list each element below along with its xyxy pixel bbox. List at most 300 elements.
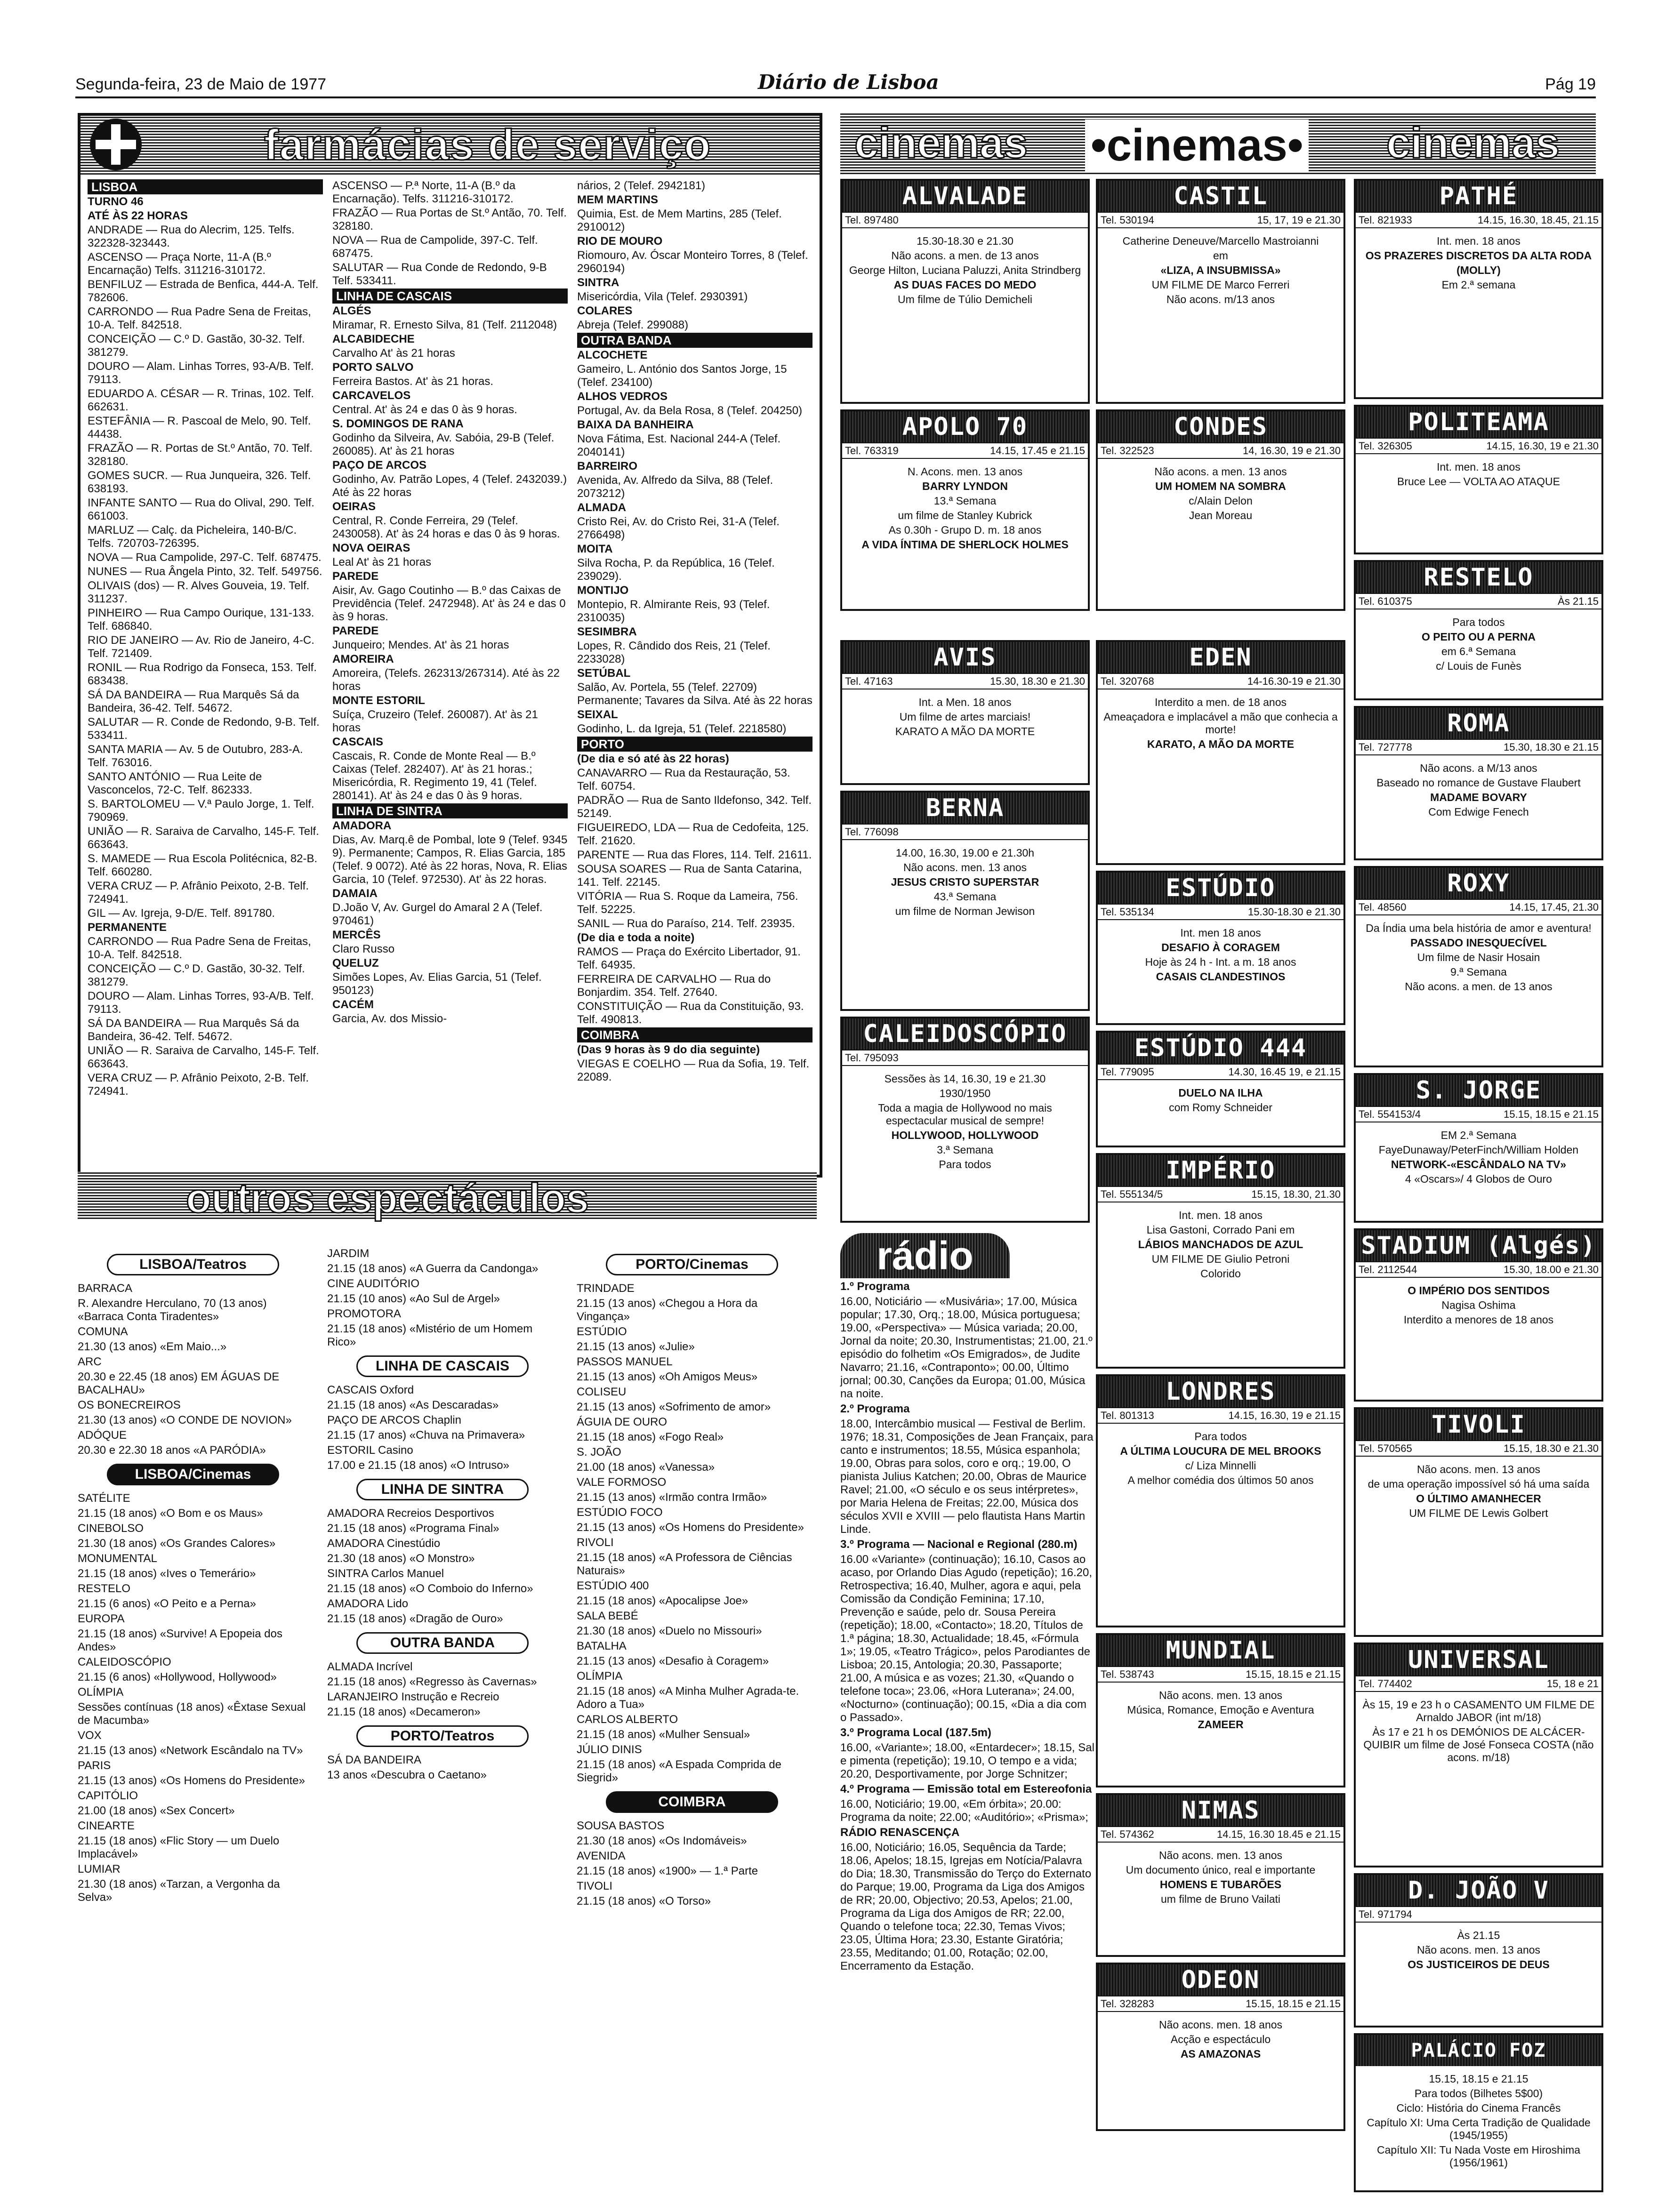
palacio-foz-box	[1354, 2033, 1603, 2192]
cinema-line: «LIZA, A INSUBMISSA»	[1160, 264, 1281, 276]
cinema-line: Jean Moreau	[1189, 509, 1253, 521]
listing-entry: 21.15 (18 anos) «Fogo Real»	[577, 1431, 724, 1443]
listing-entry: CONCEIÇÃO — C.º D. Gastão, 30-32. Telf. 381279.	[88, 333, 305, 359]
cinema-phone-times	[842, 212, 1088, 228]
entry-heading: RIVOLI	[577, 1536, 614, 1549]
listing-entry: 21.15 (18 anos) «A Professora de Ciências Naturais»	[577, 1551, 792, 1577]
cinema-line: Música, Romance, Emoção e Aventura	[1127, 1704, 1314, 1716]
listing-entry: NOVA — Rua de Campolide, 397-C. Telf. 687475.	[332, 234, 538, 260]
cinema-line: Não acons. men. 18 anos	[1158, 2019, 1283, 2031]
pharmacies-column-3	[577, 179, 812, 1085]
cinema-line: George Hilton, Luciana Paluzzi, Anita Strindberg	[849, 264, 1081, 276]
cinema-line: (MOLLY)	[1456, 264, 1501, 276]
listing-entry: 21.15 (17 anos) «Chuva na Primavera»	[327, 1429, 525, 1442]
region-heading: LINHA DE CASCAIS	[332, 289, 568, 304]
listing-entry: FRAZÃO — Rua Portas de St.º Antão, 70. Telf. 328180.	[332, 207, 567, 232]
listing-entry: 21.15 (18 anos) «O Bom e os Maus»	[78, 1507, 263, 1520]
cinema-phone: Tel. 538743	[1101, 1668, 1154, 1680]
cinema-line: Um filme de Túlio Demicheli	[898, 293, 1032, 305]
cinema-phone: Tel. 897480	[845, 214, 899, 226]
cinema-phone-times	[1356, 1440, 1601, 1457]
cinema-line: Int. men. 18 anos	[1179, 1209, 1263, 1221]
cinema-box	[1096, 179, 1345, 404]
cinema-line: Int. men. 18 anos	[1437, 235, 1520, 247]
entry-heading: AMADORA Lido	[327, 1597, 409, 1610]
cinema-phone-times	[1356, 1106, 1601, 1122]
listing-entry: 21.30 (18 anos) «Os Grandes Calores»	[78, 1537, 276, 1550]
entry-heading: VOX	[78, 1729, 102, 1742]
cinema-line: Não acons. a M/13 anos	[1420, 762, 1537, 774]
entry-heading: ESTORIL Casino	[327, 1444, 413, 1457]
cinema-line: Bruce Lee — VOLTA AO ATAQUE	[1397, 475, 1560, 488]
cinema-line: A VIDA ÍNTIMA DE SHERLOCK HOLMES	[861, 538, 1069, 551]
radio-programme-heading: 3.º Programa Local (187.5m)	[840, 1726, 991, 1739]
listing-entry: SALUTAR — R. Conde de Redondo, 9-B. Telf. 533411.	[88, 716, 320, 742]
section-label: PORTO/Cinemas	[606, 1254, 778, 1275]
pharmacies-column-1	[88, 179, 323, 1099]
listing-entry: 21.15 (18 anos) «Survive! A Epopeia dos Andes»	[78, 1627, 282, 1653]
listing-entry: GOMES SUCR. — Rua Junqueira, 326. Telf. 638193.	[88, 469, 311, 495]
region-heading: LISBOA	[88, 179, 323, 194]
listing-entry: Nova Fátima, Est. Nacional 244-A (Telef. 2040141)	[577, 433, 781, 458]
listing-entry: 21.15 (18 anos) «Mulher Sensual»	[577, 1728, 750, 1741]
entry-heading: SINTRA Carlos Manuel	[327, 1567, 444, 1580]
cinema-name: AVIS	[842, 642, 1088, 673]
cinema-phone-times	[1356, 899, 1601, 915]
cinema-box	[840, 791, 1090, 1011]
cinema-name: RESTELO	[1356, 562, 1601, 593]
listing-entry: Quimia, Est. de Mem Martins, 285 (Telef. 2910012)	[577, 208, 782, 233]
cinema-line: OS JUSTICEIROS DE DEUS	[1408, 1958, 1550, 1971]
listing-entry: 21.15 (13 anos) «Os Homens do Presidente»	[78, 1774, 305, 1787]
radio-programme-text: 16.00, Noticiário; 16.05, Sequência da Tarde; 18.06, Apelos; 18.15, Igrejas em Notícia/Palavra do Dia; 18.30, Transmissão do Terço do Externato do Parque; 19.00, Programa da Liga dos Amigos de RR; 20.00, Objectivo; 20.53, Apelos; 21.00, Programa da Liga dos Amigos de RR; 22.00, Quando o telefone toca; 22.30, Temas Vivos; 23.05, Última Hora; 23.30, Estante Giratória; 23.55, Meditando; 01.00, Rotação; 02.00, Encerramento da Estação.	[840, 1841, 1092, 1972]
listing-entry: DOURO — Alam. Linhas Torres, 93-A/B. Telf. 79113.	[88, 990, 314, 1016]
listing-entry: Simões Lopes, Av. Elias Garcia, 51 (Telef. 950123)	[332, 971, 542, 997]
listing-entry: 21.15 (18 anos) «Flic Story — um Duelo Implacável»	[78, 1835, 280, 1860]
listing-entry: nários, 2 (Telef. 2942181)	[577, 179, 706, 192]
entry-heading: SEIXAL	[577, 708, 618, 721]
cinema-box	[1354, 1407, 1603, 1637]
cinemas-banner	[840, 113, 1596, 174]
pharmacies-banner	[80, 116, 820, 175]
listing-entry: RIO DE JANEIRO — Av. Rio de Janeiro, 4-C. Telf. 721409.	[88, 634, 314, 660]
listing-entry: SÁ DA BANDEIRA — Rua Marquês Sá da Bandeira, 36-42. Telf. 54672.	[88, 689, 299, 714]
cinema-line: Catherine Deneuve/Marcello Mastroianni	[1122, 235, 1319, 247]
listing-entry: Cascais, R. Conde de Monte Real — B.º Caixas (Telef. 282407). At' às 21 horas.; Misericórdia, R. Regimento 19, 41 (Telef. 280141). At' às 24 e das 0 às 9 horas.	[332, 750, 537, 802]
listing-entry: 21.15 (18 anos) «O Comboio do Inferno»	[327, 1582, 533, 1595]
cinema-name: EDEN	[1098, 642, 1343, 673]
entry-heading: ATÉ ÀS 22 HORAS	[88, 209, 188, 222]
entry-heading: AVENIDA	[577, 1850, 626, 1862]
cinema-line: Para todos (Bilhetes 5$00)	[1414, 2087, 1543, 2100]
radio-title: rádio	[840, 1233, 1010, 1278]
cinema-phone-times	[1098, 1666, 1343, 1683]
cinema-phone: Tel. 774402	[1359, 1678, 1412, 1690]
cinema-line: HOLLYWOOD, HOLLYWOOD	[891, 1129, 1039, 1141]
listing-entry: Lopes, R. Cândido dos Reis, 21 (Telef. 2233028)	[577, 640, 771, 665]
cinema-times: Às 21.15	[1558, 595, 1599, 607]
cinema-box	[840, 1017, 1090, 1223]
entry-heading: SÁ DA BANDEIRA	[327, 1754, 422, 1766]
cinema-line: As 0.30h - Grupo D. m. 18 anos	[888, 524, 1042, 536]
entry-heading: OEIRAS	[332, 500, 376, 513]
listing-entry: 20.30 e 22.45 (18 anos) EM ÁGUAS DE BACALHAU»	[78, 1370, 280, 1396]
cinema-line: AS AMAZONAS	[1180, 2048, 1261, 2060]
listing-entry: 21.15 (18 anos) «1900» — 1.ª Parte	[577, 1865, 758, 1877]
cinema-name: CASTIL	[1098, 181, 1343, 212]
cinema-times: 15, 17, 19 e 21.30	[1257, 214, 1341, 226]
entry-heading: PROMOTORA	[327, 1307, 401, 1320]
cinema-phone-times	[1356, 1906, 1601, 1923]
listing-entry: Portugal, Av. da Bela Rosa, 8 (Telef. 204250)	[577, 404, 803, 417]
cinema-line: 43.ª Semana	[933, 890, 997, 903]
listing-entry: Cristo Rei, Av. do Cristo Rei, 31-A (Telef. 2766498)	[577, 515, 780, 541]
entry-heading: EUROPA	[78, 1612, 125, 1625]
listing-entry: 17.00 e 21.15 (18 anos) «O Intruso»	[327, 1459, 509, 1472]
entry-heading: RESTELO	[78, 1582, 131, 1595]
cinema-times: 15.15, 18.15 e 21.15	[1246, 1998, 1341, 2010]
entry-heading: ALCOCHETE	[577, 349, 648, 361]
listing-entry: VERA CRUZ — P. Afrânio Peixoto, 2-B. Telf. 724941.	[88, 1072, 309, 1098]
listing-entry: Carvalho At' às 21 horas	[332, 347, 455, 360]
cinema-times: 15.15, 18.30, 21.30	[1251, 1188, 1341, 1200]
radio-programme-text: 16.00, Noticiário; 19.00, «Em órbita»; 20.00: Programa da noite; 22.00; «Auditório»; «Prisma»;	[840, 1798, 1088, 1824]
cinema-line: N. Acons. men. 13 anos	[907, 465, 1023, 478]
entry-heading: AMADORA	[332, 819, 392, 832]
other-shows-banner	[78, 1172, 817, 1219]
radio-programme-text: 16.00 «Variante» (continuação); 16.10, Casos ao acaso, por Orlando Dias Agudo (repetição); 16.20, Retrospectiva; 16.40, Mulher, agora e aqui, pela Comissão da Condição Feminina; 17.10, Prevenção e saúde, pelo dr. Sousa Pereira (repetição); 18.00, «Contacto»; 18.20, Títulos de 1.ª página; 18.30, Actualidade; 18.45, «Fórmula 1»; 19.05, «Teatro Trágico», pelos Parodiantes de Lisboa; 20.15, Antologia; 20.30, Passaporte; 21.00, A música e as vozes; 21.30, «Quando o telefone toca»; 23.06, «Hora Luterana»; 24.00, «Nocturno» (continuação); 00.15, «Dia a dia com o Passado».	[840, 1553, 1092, 1724]
cinema-phone: Tel. 555134/5	[1101, 1188, 1163, 1200]
region-heading: OUTRA BANDA	[577, 333, 812, 348]
entry-heading: CASCAIS	[332, 736, 384, 748]
listing-entry: 21.15 (13 anos) «Irmão contra Irmão»	[577, 1491, 767, 1504]
listing-entry: S. BARTOLOMEU — V.ª Paulo Jorge, 1. Telf. 790969.	[88, 798, 314, 824]
pharmacies-column-2	[332, 179, 568, 1026]
listing-entry: D.João V, Av. Gurgel do Amaral 2 A (Telef. 970461)	[332, 901, 543, 927]
listing-entry: 21.15 (18 anos) «O Torso»	[577, 1895, 711, 1907]
cinema-box	[1354, 706, 1603, 860]
cinema-line: um filme de Stanley Kubrick	[898, 509, 1032, 521]
cinema-line: BARRY LYNDON	[922, 480, 1008, 492]
entry-heading: S. DOMINGOS DE RANA	[332, 417, 464, 430]
cinema-line: Em 2.ª semana	[1441, 279, 1516, 291]
entry-heading: CASCAIS Oxford	[327, 1384, 414, 1396]
cinema-phone-times	[1356, 1261, 1601, 1278]
listing-entry: SANTA MARIA — Av. 5 de Outubro, 283-A. Telf. 763016.	[88, 743, 303, 769]
cinema-line: ZAMEER	[1198, 1718, 1244, 1731]
entry-heading: SALA BEBÉ	[577, 1610, 638, 1622]
cinema-line: Não acons. men. 13 anos	[1416, 1463, 1541, 1475]
cinema-line: Não acons. a men. de 13 anos	[891, 249, 1039, 262]
page-number: Pág 19	[1545, 75, 1596, 93]
entry-heading: ALHOS VEDROS	[577, 390, 668, 403]
cinema-line: Hoje às 24 h - Int. a m. 18 anos	[1145, 956, 1296, 968]
listing-entry: EDUARDO A. CÉSAR — R. Trinas, 102. Telf. 662631.	[88, 387, 314, 413]
entry-heading: DAMAIA	[332, 887, 378, 900]
cinema-line: 13.ª Semana	[933, 495, 997, 507]
cinema-times: 15, 18 e 21	[1546, 1678, 1599, 1690]
entry-heading: BATALHA	[577, 1640, 627, 1652]
header-rule	[75, 96, 1596, 98]
listing-entry: Misericórdia, Vila (Telef. 2930391)	[577, 290, 748, 303]
listing-entry: FIGUEIREDO, LDA — Rua de Cedofeita, 125. Telf. 21620.	[577, 821, 809, 847]
listing-entry: PADRÃO — Rua de Santo Ildefonso, 342. Telf. 52149.	[577, 794, 812, 820]
cinema-line: DESAFIO À CORAGEM	[1161, 941, 1280, 954]
entry-heading: (De dia e só até às 22 horas)	[577, 753, 729, 765]
listing-entry: 21.15 (18 anos) «Decameron»	[327, 1706, 481, 1718]
entry-heading: ÁGUIA DE OURO	[577, 1416, 668, 1428]
cinema-box	[1354, 1643, 1603, 1867]
cinema-line: PASSADO INESQUECÍVEL	[1410, 937, 1547, 949]
entry-heading: PAREDE	[332, 570, 379, 583]
listing-entry: 21.15 (13 anos) «Os Homens do Presidente»	[577, 1521, 804, 1534]
cinema-line: EM 2.ª Semana	[1440, 1129, 1517, 1141]
listing-entry: Garcia, Av. dos Missio-	[332, 1012, 447, 1025]
listing-entry: 21.15 (18 anos) «Ives o Temerário»	[78, 1567, 256, 1580]
entry-heading: PARIS	[78, 1759, 111, 1772]
cinema-line: CASAIS CLANDESTINOS	[1156, 970, 1286, 983]
cinema-phone: Tel. 48560	[1359, 901, 1407, 913]
cinema-line: Interdito a men. de 18 anos	[1154, 696, 1287, 708]
listing-entry: CANAVARRO — Rua da Restauração, 53. Telf. 60754.	[577, 767, 790, 793]
listing-entry: 21.15 (13 anos) «Network Escândalo na TV»	[78, 1744, 303, 1757]
listing-entry: VERA CRUZ — P. Afrânio Peixoto, 2-B. Telf. 724941.	[88, 880, 309, 906]
radio-programme-heading: RÁDIO RENASCENÇA	[840, 1826, 960, 1839]
cinema-phone-times	[842, 442, 1088, 459]
entry-heading: LARANJEIRO Instrução e Recreio	[327, 1691, 499, 1703]
listing-entry: SANIL — Rua do Paraíso, 214. Telf. 23935.	[577, 917, 795, 930]
cinema-name: STADIUM (Algés)	[1356, 1230, 1601, 1261]
entry-heading: COMUNA	[78, 1325, 128, 1338]
cinema-phone: Tel. 763319	[845, 445, 899, 457]
cinema-box	[1096, 1031, 1345, 1147]
entry-heading: SOUSA BASTOS	[577, 1819, 665, 1832]
cinema-phone: Tel. 554153/4	[1359, 1108, 1421, 1120]
cinema-line: KARATO, A MÃO DA MORTE	[1147, 738, 1295, 750]
masthead: Diário de Lisboa	[758, 71, 939, 94]
listing-entry: 21.15 (13 anos) «Chegou a Hora da Vingança»	[577, 1297, 758, 1323]
cinema-line: O IMPÉRIO DOS SENTIDOS	[1408, 1284, 1550, 1297]
entry-heading: MOITA	[577, 543, 613, 555]
cinema-line: UM HOMEM NA SOMBRA	[1155, 480, 1286, 492]
cinema-line: Interdito a menores de 18 anos	[1403, 1314, 1554, 1326]
cinema-phone: Tel. 47163	[845, 675, 893, 687]
cinema-phone: Tel. 821933	[1359, 214, 1412, 226]
listing-entry: FRAZÃO — R. Portas de St.º Antão, 70. Telf. 328180.	[88, 442, 313, 468]
entry-heading: TURNO 46	[88, 195, 144, 208]
listing-entry: Ferreira Bastos. At' às 21 horas.	[332, 375, 494, 388]
cinema-line: Capítulo XI: Uma Certa Tradição de Qualidade (1945/1955)	[1367, 2116, 1591, 2141]
cinema-line: com Romy Schneider	[1169, 1101, 1272, 1114]
cinema-phone: Tel. 530194	[1101, 214, 1154, 226]
cinema-name: PALÁCIO FOZ	[1356, 2035, 1601, 2066]
cinema-line: Às 15, 19 e 23 h o CASAMENTO UM FILME DE Arnaldo JABOR (int m/18)	[1362, 1699, 1595, 1723]
listing-entry: ASCENSO — P.ª Norte, 11-A (B.º da Encarnação). Telfs. 311216-310172.	[332, 179, 515, 205]
section-label: LINHA DE SINTRA	[356, 1479, 529, 1500]
entry-heading: BARRACA	[78, 1282, 133, 1295]
section-label: PORTO/Teatros	[356, 1725, 529, 1747]
cinema-box	[1096, 871, 1345, 1025]
listing-entry: SOUSA SOARES — Rua de Santa Catarina, 141. Telf. 22145.	[577, 863, 802, 889]
cinemas-title-right: cinemas	[1386, 119, 1560, 167]
listing-entry: Godinho, L. da Igreja, 51 (Telef. 2218580)	[577, 722, 787, 735]
cinema-line: Às 21.15	[1457, 1929, 1500, 1941]
cinema-name: ALVALADE	[842, 181, 1088, 212]
entry-heading: ESTÚDIO 400	[577, 1579, 649, 1592]
cinema-line: FayeDunaway/PeterFinch/William Holden	[1378, 1144, 1579, 1156]
cinema-name: D. JOÃO V	[1356, 1875, 1601, 1906]
cinema-line: Não acons. men. 13 anos	[1158, 1849, 1283, 1861]
listing-entry: Abreja (Telef. 299088)	[577, 319, 689, 331]
listing-entry: Junqueiro; Mendes. At' às 21 horas	[332, 639, 509, 651]
listing-entry: GIL — Av. Igreja, 9-D/E. Telf. 891780.	[88, 907, 275, 920]
cinema-name: ODEON	[1098, 1964, 1343, 1996]
cinema-line: Para todos	[1194, 1430, 1247, 1443]
listing-entry: RONIL — Rua Rodrigo da Fonseca, 153. Telf. 683438.	[88, 661, 317, 687]
entry-heading: OLÍMPIA	[577, 1670, 623, 1683]
listing-entry: 21.30 (18 anos) «O Monstro»	[327, 1552, 475, 1565]
entry-heading: ADÓQUE	[78, 1429, 127, 1442]
cinema-line: Toda a magia de Hollywood no mais espectacular musical de sempre!	[878, 1102, 1052, 1127]
cinema-line: 4 «Oscars»/ 4 Globos de Ouro	[1405, 1173, 1552, 1185]
entry-heading: SINTRA	[577, 276, 619, 289]
listing-entry: 13 anos «Descubra o Caetano»	[327, 1769, 487, 1781]
listing-entry: 21.30 (13 anos) «O CONDE DE NOVION»	[78, 1414, 292, 1427]
cinema-line: de uma operação impossível só há uma saída	[1367, 1478, 1590, 1490]
cinema-times: 15.30, 18.00 e 21.30	[1504, 1264, 1599, 1275]
listing-entry: NUNES — Rua Ângela Pinto, 32. Telf. 549756.	[88, 565, 322, 578]
entry-heading: TIVOLI	[577, 1880, 613, 1892]
cinema-times: 14.15, 16.30, 19 e 21.15	[1228, 1410, 1341, 1421]
cinema-phone: Tel. 971794	[1359, 1908, 1412, 1920]
section-label: COIMBRA	[606, 1791, 778, 1813]
cinema-name: ESTÚDIO 444	[1098, 1033, 1343, 1064]
cinema-name: ROMA	[1356, 708, 1601, 739]
listing-entry: SANTO ANTÓNIO — Rua Leite de Vasconcelos, 72-C. Telf. 862333.	[88, 770, 262, 796]
listing-entry: FERREIRA DE CARVALHO — Rua do Bonjardim. 354. Telf. 27640.	[577, 973, 771, 999]
cinema-times: 14.15, 16.30, 19 e 21.30	[1486, 440, 1599, 452]
listing-entry: S. MAMEDE — Rua Escola Politécnica, 82-B. Telf. 660280.	[88, 852, 318, 878]
listing-entry: Godinho, Av. Patrão Lopes, 4 (Telef. 2432039.) Até às 22 horas	[332, 473, 567, 499]
cinema-phone-times	[1356, 1675, 1601, 1692]
cinema-phone-times	[1098, 1826, 1343, 1843]
section-label: OUTRA BANDA	[356, 1632, 529, 1654]
listing-entry: Miramar, R. Ernesto Silva, 81 (Telf. 2112048)	[332, 319, 557, 331]
cinema-line: JESUS CRISTO SUPERSTAR	[891, 876, 1039, 888]
cinema-line: em 6.ª Semana	[1441, 645, 1516, 657]
listing-entry: OLIVAIS (dos) — R. Alves Gouveia, 19. Telf. 311237.	[88, 579, 310, 605]
listing-entry: NOVA — Rua Campolide, 297-C. Telf. 687475.	[88, 551, 322, 564]
cinema-line: um filme de Norman Jewison	[895, 905, 1035, 917]
entry-heading: MERCÊS	[332, 929, 381, 941]
cinema-line: O ÚLTIMO AMANHECER	[1416, 1492, 1541, 1505]
listing-entry: PARENTE — Rua das Flores, 114. Telf. 21611.	[577, 849, 812, 861]
cinema-line: Acção e espectáculo	[1170, 2033, 1271, 2045]
entry-heading: JÚLIO DINIS	[577, 1743, 642, 1756]
cross-icon	[90, 119, 142, 170]
listing-entry: 21.30 (18 anos) «Os Indomáveis»	[577, 1835, 747, 1847]
cinema-line: Não acons. a men. 13 anos	[1154, 465, 1287, 478]
cinema-line: 9.ª Semana	[1450, 966, 1507, 978]
cinema-line: Da Índia uma bela história de amor e aventura!	[1366, 922, 1592, 934]
cinema-line: 1930/1950	[939, 1087, 991, 1099]
cinema-times: 14.15, 17.45, 21.30	[1509, 901, 1599, 913]
entry-heading: CARLOS ALBERTO	[577, 1713, 678, 1726]
listing-entry: 21.15 (18 anos) «A Guerra da Candonga»	[327, 1262, 539, 1275]
listing-entry: 20.30 e 22.30 18 anos «A PARÓDIA»	[78, 1444, 266, 1457]
listing-entry: 21.15 (18 anos) «Programa Final»	[327, 1522, 499, 1535]
cinema-times: 14.15, 16.30 18.45 e 21.15	[1216, 1828, 1341, 1840]
entry-heading: OS BONECREIROS	[78, 1399, 181, 1411]
entry-heading: MONTIJO	[577, 584, 629, 597]
entry-heading: CINEARTE	[78, 1819, 135, 1832]
cinema-line: Para todos	[1452, 616, 1505, 628]
cinema-phone: Tel. 535134	[1101, 906, 1154, 918]
cinema-box	[1354, 1873, 1603, 2028]
entry-heading: CAPITÓLIO	[78, 1789, 138, 1802]
listing-entry: BENFILUZ — Estrada de Benfica, 444-A. Telf. 782606.	[88, 278, 319, 304]
listing-entry: Aisir, Av. Gago Coutinho — B.º das Caixas de Previdência (Telef. 2472948). At' às 24 e das 0 às 9 horas.	[332, 584, 566, 623]
cinema-times: 15.15, 18.15 e 21.15	[1504, 1108, 1599, 1120]
cinema-line: A melhor comédia dos últimos 50 anos	[1127, 1474, 1314, 1486]
cinema-line: um filme de Bruno Vailati	[1161, 1893, 1280, 1905]
cinema-name: CONDES	[1098, 411, 1343, 442]
radio-programme-text: 18.00, Intercâmbio musical — Festival de Berlim. 1976; 18.31, Composições de Jean Françaix, para canto e instrumentos; 18.55, Música espanhola; 19.00, Obras para solos, coro e orq.; 19.00, O pianista Julius Katchen; 20.00, Obras de Maurice Ravel; 21.00, «O século e os seus intérpretes», por Maria Helena de Freitas; 22.00, Música dos séculos XVII e XVIII — pelo flautista Hans Martin Linde.	[840, 1418, 1094, 1536]
issue-date: Segunda-feira, 23 de Maio de 1977	[75, 75, 327, 93]
entry-heading: ALMADA	[577, 501, 626, 514]
listing-entry: 21.15 (13 anos) «Desafio à Coragem»	[577, 1655, 769, 1667]
other-shows-column-1	[78, 1247, 308, 1906]
entry-heading: NOVA OEIRAS	[332, 542, 410, 554]
entry-heading: AMOREIRA	[332, 653, 394, 665]
radio-programme-heading: 1.º Programa	[840, 1280, 910, 1293]
listing-entry: 21.00 (18 anos) «Sex Concert»	[78, 1804, 235, 1817]
region-heading: COIMBRA	[577, 1027, 812, 1042]
cinema-name: NIMAS	[1098, 1795, 1343, 1826]
entry-heading: LUMIAR	[78, 1863, 121, 1875]
entry-heading: PAÇO DE ARCOS	[332, 459, 427, 472]
cinema-phone: Tel. 801313	[1101, 1410, 1154, 1421]
cinema-line: Não acons. m/13 anos	[1166, 293, 1275, 305]
cinema-line: LÁBIOS MANCHADOS DE AZUL	[1138, 1238, 1303, 1250]
entry-heading: CALEIDOSCÓPIO	[78, 1656, 171, 1668]
entry-heading: ALCABIDECHE	[332, 333, 415, 345]
cinema-line: A ÚLTIMA LOUCURA DE MEL BROOKS	[1120, 1445, 1321, 1457]
cinema-name: APOLO 70	[842, 411, 1088, 442]
entry-heading: (Das 9 horas às 9 do dia seguinte)	[577, 1043, 760, 1056]
entry-heading: (De dia e toda a noite)	[577, 931, 695, 944]
entry-heading: VALE FORMOSO	[577, 1476, 667, 1489]
listing-entry: 21.15 (18 anos) «Regresso às Cavernas»	[327, 1675, 537, 1688]
cinema-line: UM FILME DE Lewis Golbert	[1409, 1507, 1548, 1519]
entry-heading: BAIXA DA BANHEIRA	[577, 418, 694, 431]
entry-heading: ARC	[78, 1355, 102, 1368]
entry-heading: S. JOÃO	[577, 1446, 621, 1459]
listing-entry: Salão, Av. Portela, 55 (Telef. 22709) Permanente; Tavares da Silva. Até às 22 horas	[577, 681, 812, 707]
cinema-phone: Tel. 727778	[1359, 741, 1412, 753]
listing-entry: CARRONDO — Rua Padre Sena de Freitas, 10-A. Telf. 842518.	[88, 935, 311, 961]
listing-entry: RAMOS — Praça do Exército Libertador, 91. Telf. 64935.	[577, 946, 801, 971]
entry-heading: PORTO SALVO	[332, 361, 414, 374]
cinema-line: Um filme de artes marciais!	[899, 711, 1031, 723]
cinema-phone: Tel. 328283	[1101, 1998, 1154, 2010]
cinema-line: Um filme de Nasir Hosain	[1417, 951, 1540, 963]
cinema-line: Int. men. 18 anos	[1437, 461, 1520, 473]
radio-programme-heading: 4.º Programa — Emissão total em Estereofonia	[840, 1783, 1092, 1795]
cinema-line: MADAME BOVARY	[1430, 791, 1527, 803]
cinema-box	[1354, 560, 1603, 700]
listing-entry: ESTEFÂNIA — R. Pascoal de Melo, 90. Telf. 44438.	[88, 415, 311, 441]
